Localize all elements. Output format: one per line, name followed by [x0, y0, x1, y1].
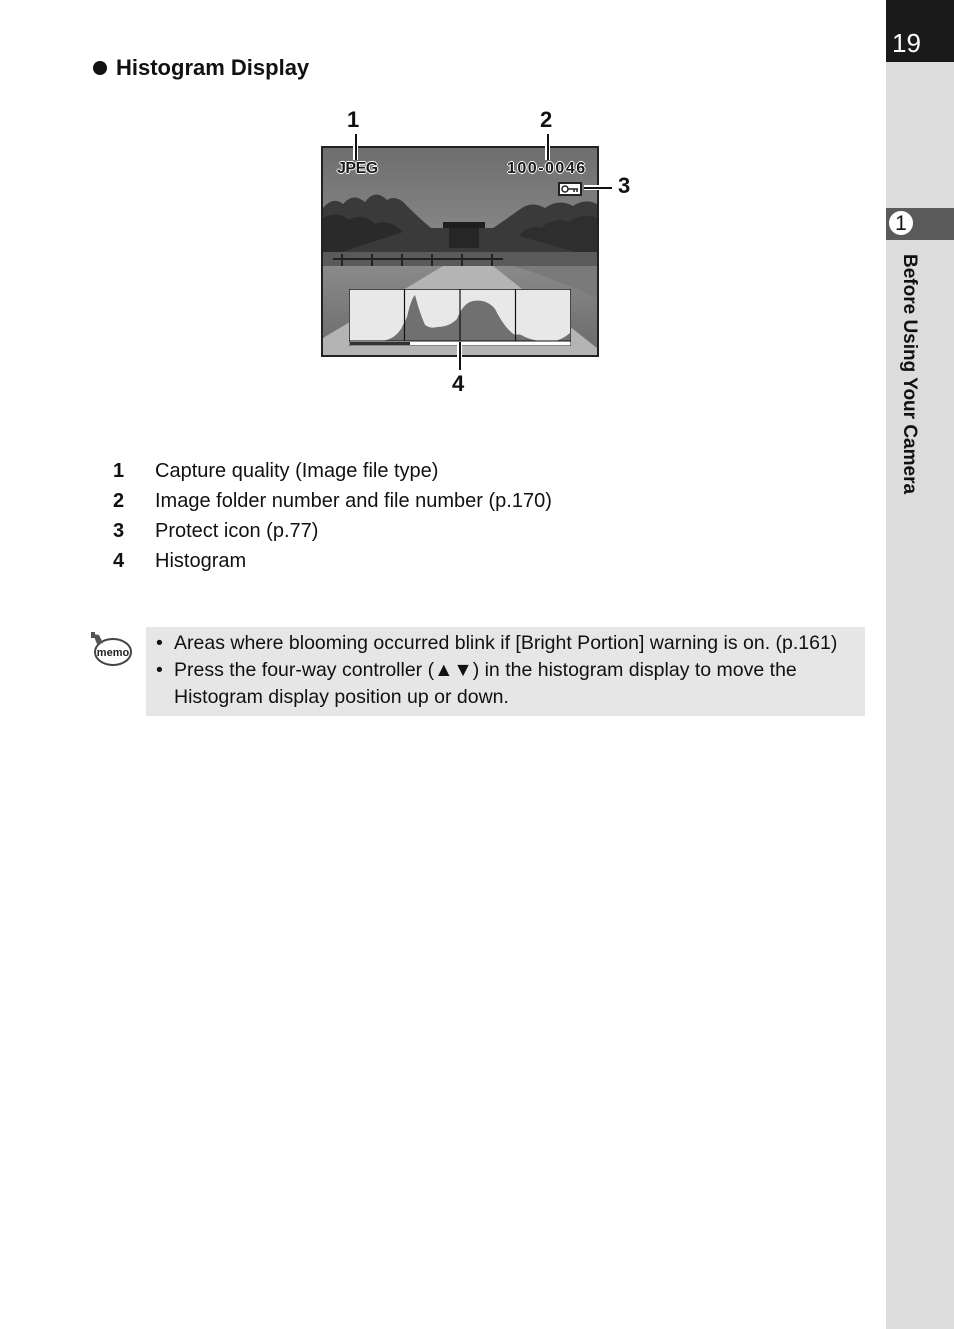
callout-2: 2: [540, 107, 553, 132]
legend-number: 2: [113, 490, 125, 512]
page-number: 19: [892, 28, 921, 58]
bullet: •: [156, 632, 163, 654]
camera-screen: [321, 146, 599, 357]
memo-icon: [89, 631, 133, 671]
side-tab-strip: [886, 0, 954, 1329]
memo-text: Press the four-way controller (▲▼) in the histogram display to move the: [174, 659, 797, 681]
memo-box: [146, 627, 865, 716]
legend-number: 3: [113, 520, 125, 542]
callout-1: 1: [347, 107, 360, 132]
legend-number: 1: [113, 460, 125, 482]
memo-text: Histogram display position up or down.: [174, 686, 509, 708]
callout-1-leader: [355, 134, 357, 160]
section-heading: [93, 55, 309, 81]
memo-text: Areas where blooming occurred blink if [Bright Portion] warning is on. (p.161): [174, 632, 838, 654]
bullet: •: [156, 659, 163, 681]
legend-number: 4: [113, 550, 125, 572]
legend-text: Histogram: [155, 550, 247, 572]
legend-text: Capture quality (Image file type): [155, 460, 439, 482]
section-heading-text: Histogram Display: [116, 55, 310, 80]
callout-4-leader: [459, 342, 461, 370]
callout-3-leader: [584, 187, 612, 189]
callout-3: 3: [618, 173, 631, 198]
legend-text: Image folder number and file number (p.170): [155, 490, 552, 512]
bullet-icon: [93, 61, 107, 75]
file-number-label: 100-0046: [507, 160, 587, 177]
histogram: [349, 289, 571, 346]
callout-2-leader: [547, 134, 549, 160]
svg-text:memo: memo: [96, 647, 130, 659]
chapter-title: Before Using Your Camera: [899, 254, 920, 495]
legend-text: Protect icon (p.77): [155, 520, 319, 542]
chapter-number: 1: [887, 209, 915, 237]
callout-4: 4: [452, 371, 465, 396]
quality-label: JPEG: [337, 160, 378, 177]
key-icon: [558, 182, 582, 196]
